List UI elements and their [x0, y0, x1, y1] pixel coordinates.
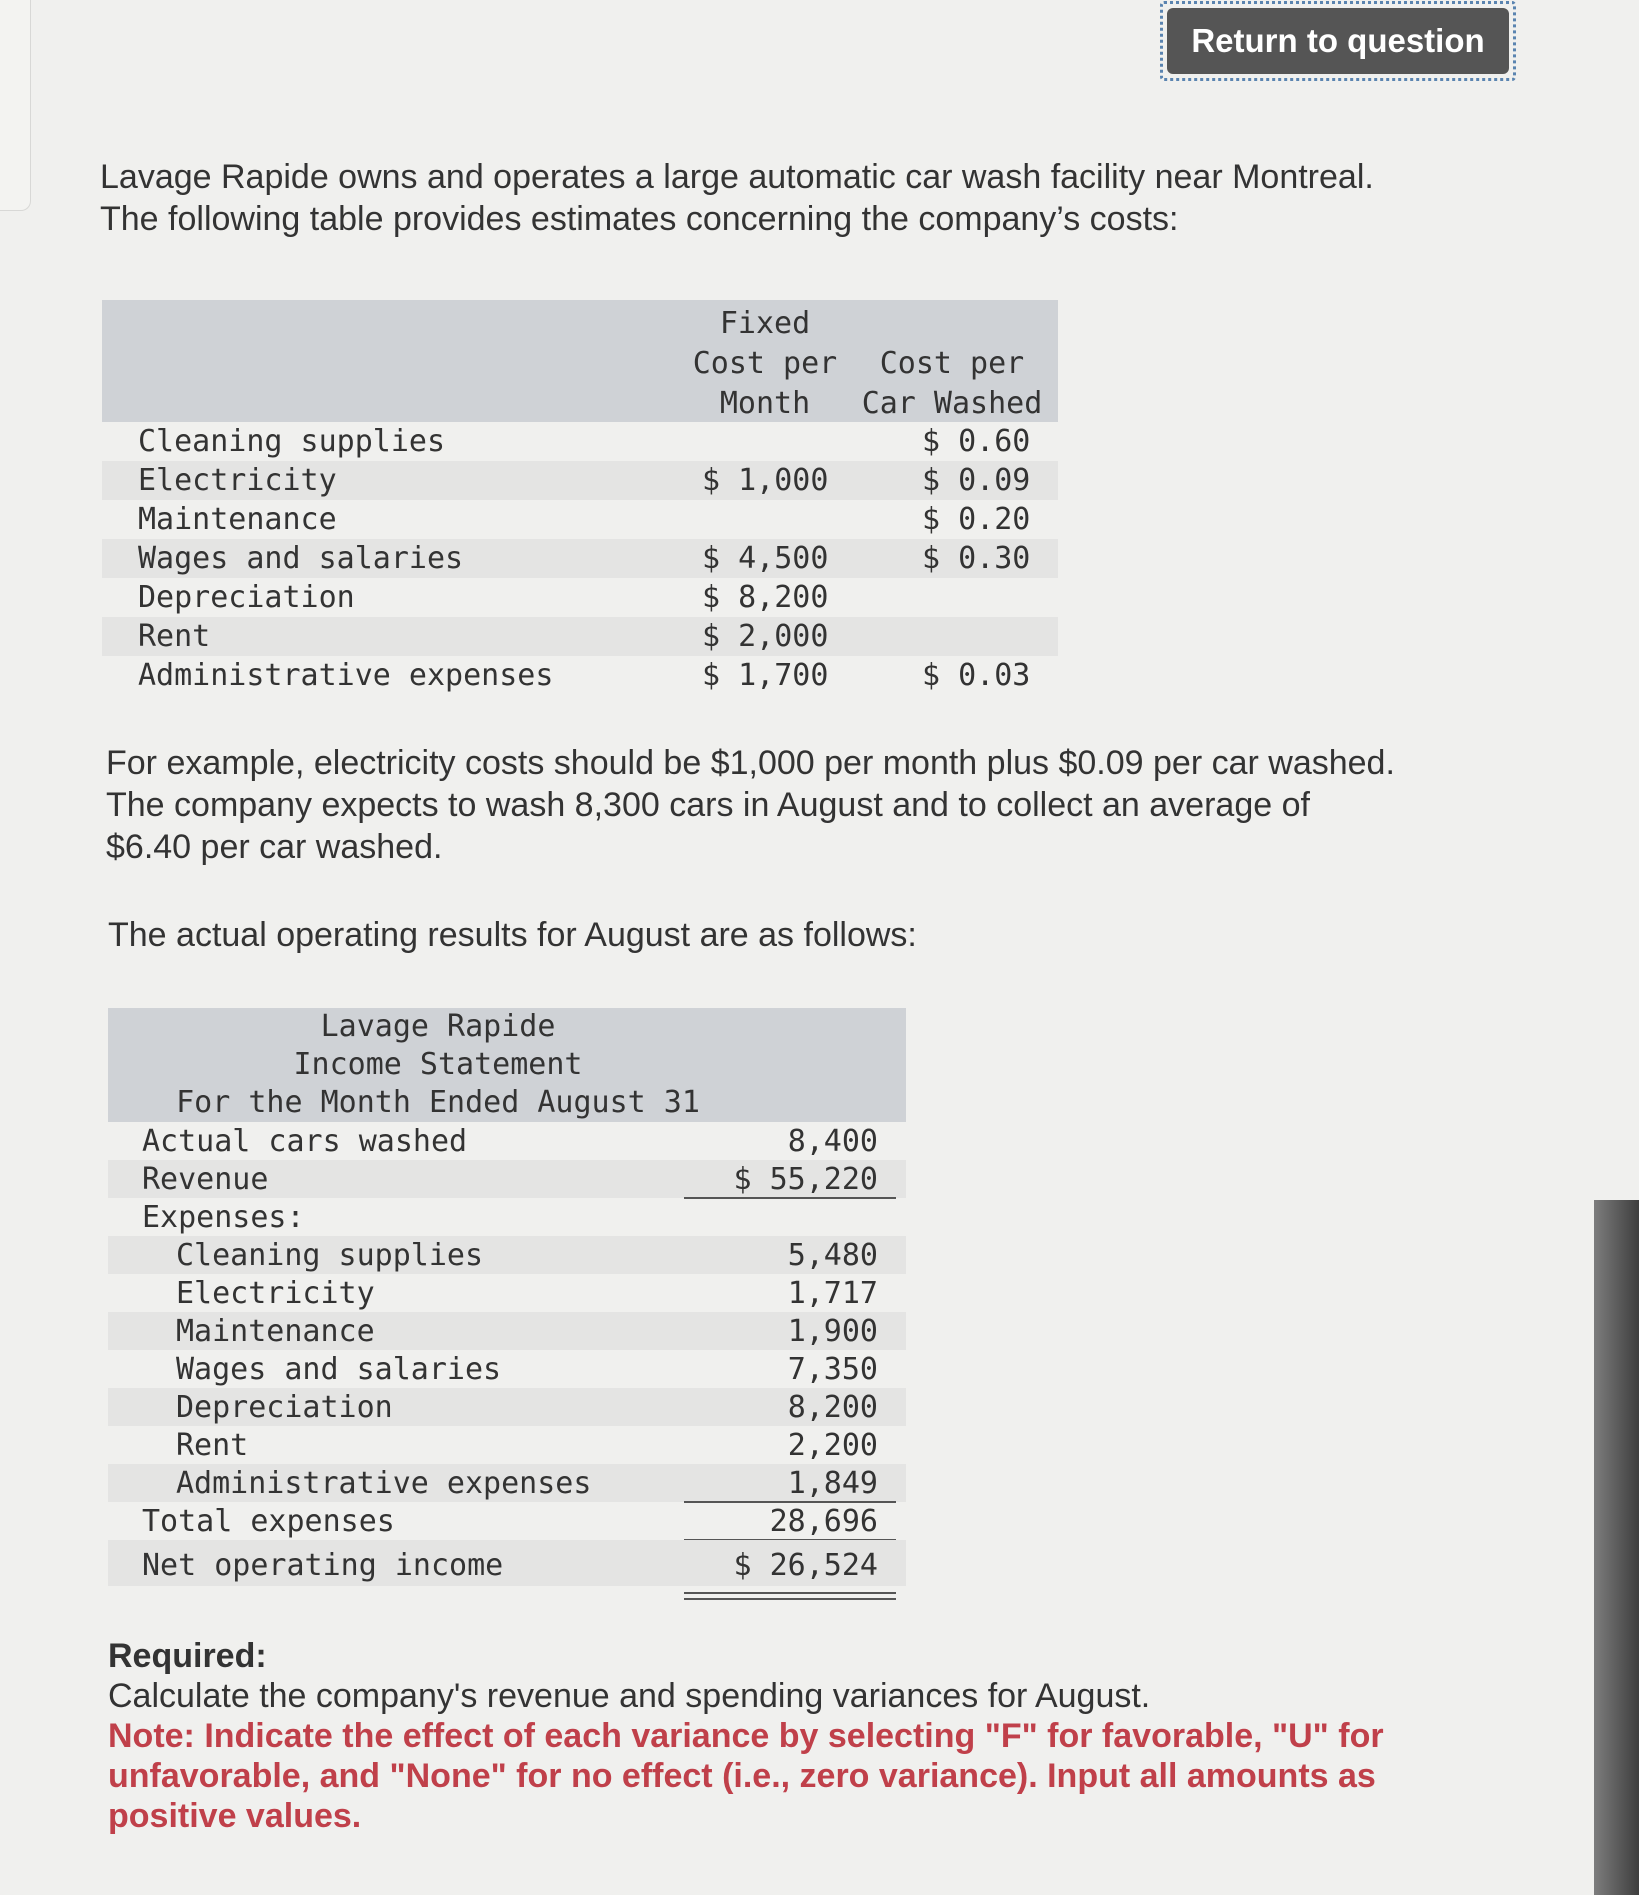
example-line: For example, electricity costs should be $1,000 per month plus $0.09 per car washed. — [106, 744, 1395, 782]
row-actual-cars-washed — [108, 1122, 906, 1160]
row-expenses-heading — [108, 1198, 906, 1236]
cost-estimates-table — [102, 300, 1058, 695]
cost-row-depreciation — [102, 578, 1058, 617]
header-line: Cost per — [692, 346, 838, 381]
cost-table-header — [102, 300, 1058, 422]
return-to-question-button[interactable] — [1160, 1, 1516, 81]
variable-cost-value: $ 0.30 — [922, 541, 1031, 576]
intro-line: Lavage Rapide owns and operates a large automatic car wash facility near Montreal. — [100, 158, 1374, 196]
fixed-cost-value: $ 2,000 — [702, 619, 829, 654]
row-value: $ 55,220 — [733, 1162, 878, 1197]
income-statement-header — [108, 1008, 906, 1122]
row-value: 8,400 — [787, 1124, 878, 1159]
income-statement — [108, 1008, 906, 1586]
variable-cost-value: $ 0.03 — [922, 658, 1031, 693]
row-label: Electricity — [138, 463, 337, 498]
row-expense-electricity — [108, 1274, 906, 1312]
row-total-expenses — [108, 1502, 906, 1540]
note-line: Note: Indicate the effect of each variance by selecting "F" for favorable, "U" for — [108, 1717, 1384, 1755]
statement-period: For the Month Ended August 31 — [176, 1085, 700, 1120]
row-value: 7,350 — [787, 1352, 878, 1387]
row-label: Cleaning supplies — [138, 424, 446, 459]
row-label: Maintenance — [176, 1314, 375, 1349]
cost-row-rent — [102, 617, 1058, 656]
statement-title: Income Statement — [293, 1047, 583, 1082]
example-line: $6.40 per car washed. — [106, 828, 443, 866]
row-label: Wages and salaries — [176, 1352, 502, 1387]
actual-intro-text: The actual operating results for August are as follows: — [108, 916, 917, 954]
statement-company-name: Lavage Rapide — [320, 1009, 556, 1044]
note-line: positive values. — [108, 1797, 362, 1835]
row-revenue — [108, 1160, 906, 1198]
example-paragraph — [106, 742, 1395, 868]
row-expense-rent — [108, 1426, 906, 1464]
fixed-cost-value: $ 8,200 — [702, 580, 829, 615]
row-expense-wages — [108, 1350, 906, 1388]
row-value: 2,200 — [787, 1428, 878, 1463]
header-line: Cost per — [879, 346, 1025, 381]
row-expense-depreciation — [108, 1388, 906, 1426]
row-value: 28,696 — [769, 1504, 878, 1539]
row-value: $ 26,524 — [733, 1548, 878, 1583]
right-scrollbar-edge — [1594, 1200, 1639, 1895]
row-value: 1,717 — [787, 1276, 878, 1311]
row-label: Rent — [138, 619, 211, 654]
row-label: Actual cars washed — [142, 1124, 468, 1159]
variable-cost-value: $ 0.20 — [922, 502, 1031, 537]
fixed-cost-value: $ 4,500 — [702, 541, 829, 576]
example-line: The company expects to wash 8,300 cars in August and to collect an average of — [106, 786, 1310, 824]
fixed-cost-header — [680, 304, 850, 424]
row-value: 8,200 — [787, 1390, 878, 1425]
row-value: 1,849 — [787, 1466, 878, 1501]
header-line: Fixed — [719, 306, 811, 341]
row-expense-cleaning-supplies — [108, 1236, 906, 1274]
row-label: Cleaning supplies — [176, 1238, 484, 1273]
row-label: Depreciation — [176, 1390, 393, 1425]
row-expense-administrative — [108, 1464, 906, 1502]
return-to-question-label: Return to question — [1167, 8, 1509, 74]
row-label: Administrative expenses — [176, 1466, 592, 1501]
cost-row-electricity — [102, 461, 1058, 500]
fixed-cost-value: $ 1,000 — [702, 463, 829, 498]
required-title: Required: — [108, 1637, 267, 1675]
cost-row-cleaning-supplies — [102, 422, 1058, 461]
left-panel-edge — [0, 0, 31, 211]
cost-row-administrative — [102, 656, 1058, 695]
row-label: Revenue — [142, 1162, 269, 1197]
row-value: 1,900 — [787, 1314, 878, 1349]
cost-row-maintenance — [102, 500, 1058, 539]
row-label: Expenses: — [142, 1200, 305, 1235]
variable-cost-header — [852, 344, 1052, 424]
cost-row-wages — [102, 539, 1058, 578]
row-label: Total expenses — [142, 1504, 395, 1539]
note-line: unfavorable, and "None" for no effect (i.e., zero variance). Input all amounts as — [108, 1757, 1376, 1795]
row-label: Depreciation — [138, 580, 355, 615]
header-line: Month — [719, 386, 811, 421]
required-text: Calculate the company's revenue and spending variances for August. — [108, 1677, 1151, 1715]
row-label: Wages and salaries — [138, 541, 464, 576]
row-label: Rent — [176, 1428, 249, 1463]
variable-cost-value: $ 0.09 — [922, 463, 1031, 498]
row-value: 5,480 — [787, 1238, 878, 1273]
required-section — [108, 1636, 1384, 1836]
row-label: Maintenance — [138, 502, 337, 537]
variable-cost-value: $ 0.60 — [922, 424, 1031, 459]
intro-paragraph — [100, 156, 1374, 240]
header-line: Car Washed — [861, 386, 1043, 421]
net-income-double-underline — [684, 1592, 896, 1600]
row-label: Net operating income — [142, 1548, 504, 1583]
row-label: Administrative expenses — [138, 658, 554, 693]
row-expense-maintenance — [108, 1312, 906, 1350]
actual-results-intro — [108, 914, 917, 956]
intro-line: The following table provides estimates concerning the company’s costs: — [100, 200, 1179, 238]
row-net-operating-income — [108, 1540, 906, 1586]
row-label: Electricity — [176, 1276, 375, 1311]
fixed-cost-value: $ 1,700 — [702, 658, 829, 693]
